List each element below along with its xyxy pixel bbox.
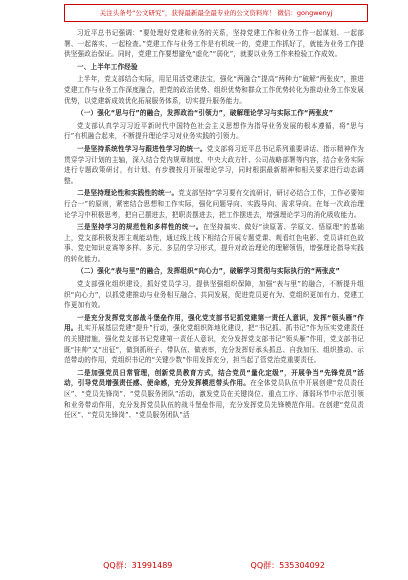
body-paragraph bbox=[64, 313, 364, 366]
paragraph-lead: 二是坚持理论性和实践性的统一。 bbox=[77, 189, 179, 198]
section-heading: 一、上半年工作经验 bbox=[77, 62, 138, 71]
paragraph-text: 党支部将习近平总书记系列重要讲话、指示精神作为贯穿学习计划的主轴，深入结合党内规章制度、中央大政方针、公司战略部署等内容，结合业务实际进行专题政策研讨，有计划、有步骤按月开展理论学习，同时根据最新精神和相关要求进行动态调整。 bbox=[64, 144, 364, 185]
paragraph-lead: 一是坚持系统性学习与跟进性学习的统一。 bbox=[77, 144, 207, 153]
body-paragraph bbox=[64, 222, 364, 264]
promo-banner bbox=[64, 4, 368, 22]
body-paragraph bbox=[64, 368, 364, 421]
paragraph-text: 在全体党员队伍中开展创建“党员责任区”、“党员先锋岗”、“党员服务团队”活动，激发党员在关键岗位、重点工序、薄弱环节中示范引领和业务带动作用，充分发挥党员队伍的战斗堡垒作用，充分发挥党员先锋模范作用。在创建“党员责任区”、“党员先锋岗”、“党员服务团队”活 bbox=[64, 379, 364, 420]
footer-qq-group-2: QQ群：535304092 bbox=[250, 560, 325, 570]
body-paragraph: 上半年，党支部结合实际，用足用活党建法宝，强化“两融合”提高“两种力”破解“两张皮”，推进党建工作与业务工作深度融合，把党的政治优势、组织优势和群众工作优势转化为推动业务工作发展优势，以党建新成效优化拓展服务体系，切实提升服务能力。 bbox=[64, 75, 364, 105]
section-heading: （二）强化“表与里”的融合，发挥组织“向心力”，破解学习贯彻与实际执行的“两张皮” bbox=[77, 267, 340, 276]
promo-banner-text: 关注头条号“公文研究”，获得最新最全最专业的公文资料库！ 微信：gongwenyj bbox=[99, 9, 333, 17]
body-paragraph bbox=[64, 144, 364, 186]
paragraph-lead: 二是加强党员日常管理，创新党员教育方式，结合党员“量化定级”，开展争当“先锋党员”活动，引导党员增强责任感、使命感，充分发挥模范带头作用。 bbox=[64, 368, 364, 388]
paragraph-text: 党支部坚持“学习要有交流研讨，研讨必结合工作，工作必要知行合一”的原则，紧密结合思想和工作实际，强化问题导向、实践导向、需求导向。在每一次政治理论学习中积极思考，把自己摆进去，把职责摆进去，把工作摆进去，增强理论学习的消化吸收能力。 bbox=[64, 189, 365, 219]
body-paragraph: 习近平总书记强调：“要处理好党建和业务的关系，坚持党建工作和业务工作一起谋划、一起部署、一起落实、一起检查。”党建工作与业务工作是有机统一的，党建工作抓好了，就能为业务工作提供坚强政治保证。同时，党建工作要想避免“虚化”“弱化”，就要以业务工作来检验工作成效。 bbox=[64, 29, 364, 59]
body-paragraph bbox=[64, 188, 364, 220]
paragraph-lead: 三是坚持学习的规范性和多样性的统一。 bbox=[77, 223, 203, 232]
paragraph-text: 扎实开展基层党建“提升”行动，强化党组织阵地化建设，把“书记抓、抓书记”作为压实党建责任的关键措施，强化党支部书记党建第一责任人意识，充分发挥党支部书记“领头雁”作用，党支部书记既“挂帅”又“出征”，做到抓班子、带队伍、做表率，充分发挥好承头抓总、自我加压、组织推动、示范带动的作用，党组织书记的“关键少数”作用发挥充分，担当起了管党治党重要责任。 bbox=[64, 324, 364, 365]
document-body bbox=[64, 28, 364, 423]
paragraph-lead: 一是充分发挥党支部战斗堡垒作用，强化党支部书记抓党建第一责任人意识，发挥“领头雁”作用。 bbox=[64, 313, 364, 333]
footer-contacts bbox=[64, 556, 364, 574]
section-heading: （一）强化“思与行”的融合，发挥政治“引领力”，破解理论学习与实际工作“两张皮” bbox=[77, 109, 334, 118]
paragraph-text: 在坚持搞实、做好“读原著、学原文、悟原理”的基础上，党支部积极发挥主观能动性，通过线上线下相结合开展专题党课、观看红色电影、党员讲红色故事、党史知识竞赛等多样、多元、多层的学习形式，提升对政治理论的理解领悟，增强理论指导实践的转化能力。 bbox=[64, 223, 364, 263]
body-paragraph: 党支部强化组织建设，抓好党员学习，提供坚强组织保障，加强“表与里”的融合，不断提升组织“向心力”，以抓党建推动与业务相互融合、共同发展，促进党员更有为、党组织更加有力、党建工作更加有效。 bbox=[64, 280, 364, 310]
body-paragraph: 党支部认真学习习近平新时代中国特色社会主义思想作为指导业务发展的根本遵循，将“思与行”有机融合起来，不断提升理论学习对业务实践的引领力。 bbox=[64, 121, 364, 141]
footer-qq-group-1: QQ群：31991489 bbox=[103, 560, 173, 570]
